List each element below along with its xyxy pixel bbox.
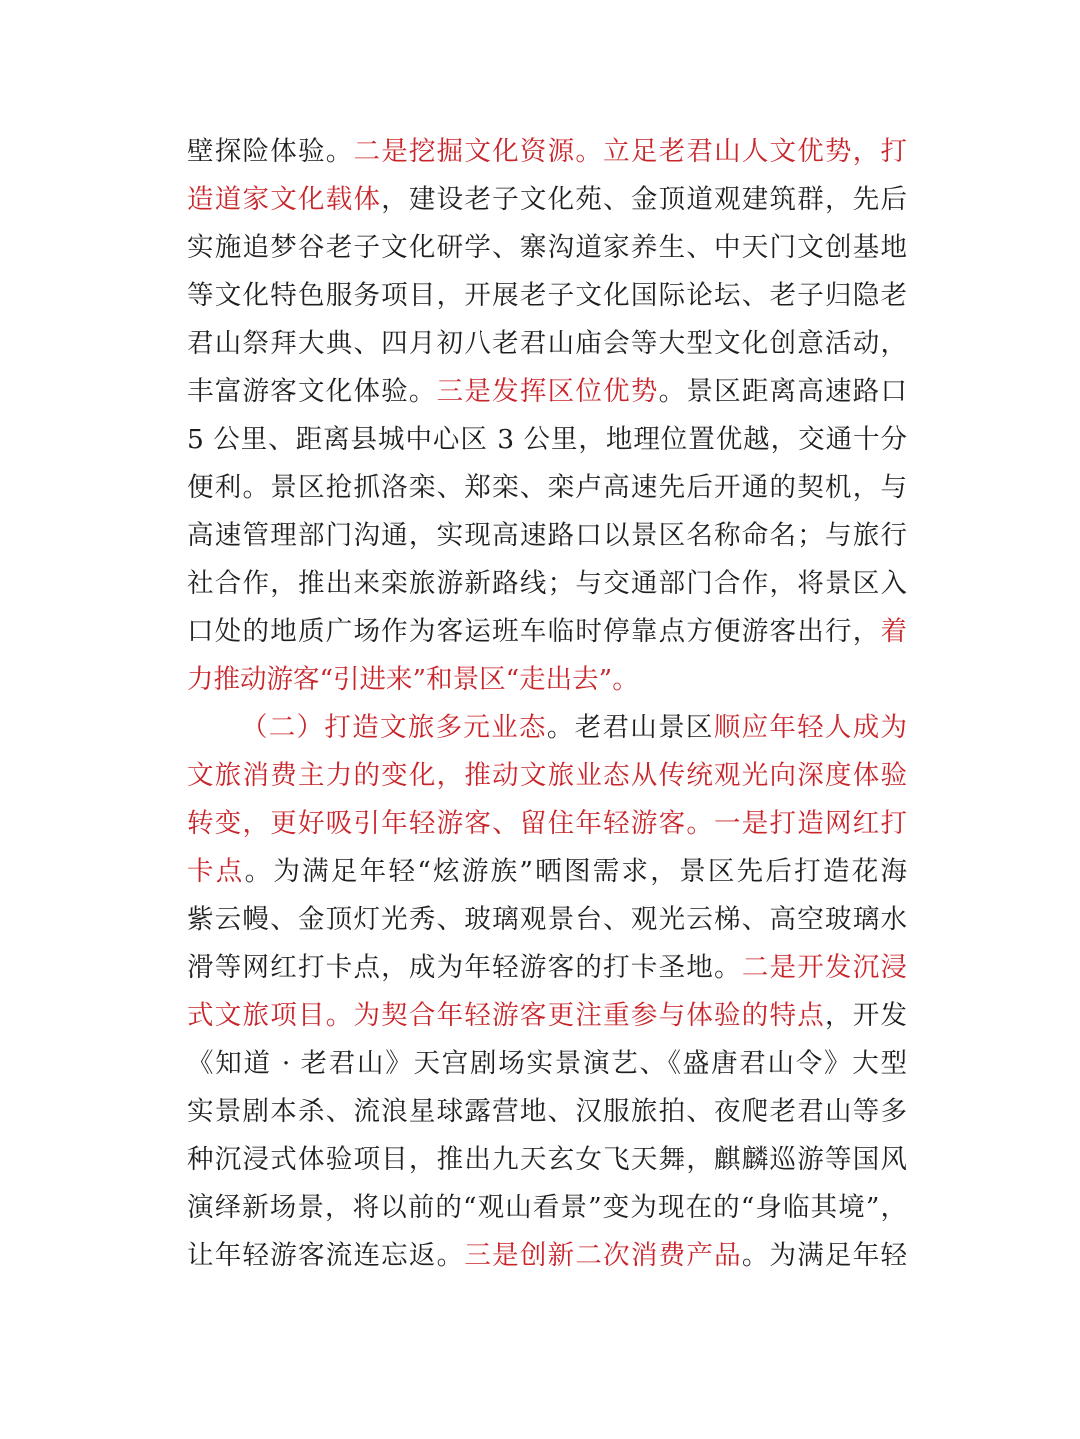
text-line — [187, 464, 907, 512]
text-line — [187, 896, 907, 944]
text-line — [187, 1232, 907, 1280]
text-line — [187, 992, 907, 1040]
body-text: 实施追梦谷老子文化研学、寨沟道家养生、中天门文创基地 — [187, 232, 907, 263]
text-line — [187, 1088, 907, 1136]
body-text: ，建设老子文化苑、金顶道观建筑群，先后 — [381, 184, 908, 215]
highlighted-text: 二是开发沉浸 — [741, 952, 908, 983]
body-text: 。为满足年轻“炫游族”晒图需求，景区先后打造花海 — [244, 856, 907, 887]
text-line — [187, 800, 907, 848]
text-line — [187, 944, 907, 992]
body-text: 滑等网红打卡点，成为年轻游客的打卡圣地。 — [187, 952, 742, 983]
text-line — [187, 368, 907, 416]
text-line — [187, 752, 907, 800]
text-line — [187, 848, 907, 896]
text-line — [187, 560, 907, 608]
highlighted-text: 着 — [880, 616, 907, 647]
highlighted-text: 造道家文化载体 — [187, 184, 382, 215]
text-line — [187, 608, 907, 656]
highlighted-text: 卡点 — [187, 856, 245, 887]
body-text: 等文化特色服务项目，开展老子文化国际论坛、老子归隐老 — [187, 280, 907, 311]
highlighted-text: 力推动游客“引进来”和景区“走出去”。 — [187, 664, 639, 695]
body-text: 实景剧本杀、流浪星球露营地、汉服旅拍、夜爬老君山等多 — [187, 1096, 907, 1127]
body-text: 社合作，推出来栾旅游新路线；与交通部门合作，将景区入 — [187, 568, 907, 599]
highlighted-text: （二）打造文旅多元业态 — [241, 712, 547, 743]
text-line — [187, 512, 907, 560]
body-text: 高速管理部门沟通，实现高速路口以景区名称命名；与旅行 — [187, 520, 907, 551]
highlighted-text: 二是挖掘文化资源。立足老君山人文优势，打 — [353, 136, 908, 167]
highlighted-text: 顺应年轻人成为 — [713, 712, 908, 743]
document-body — [187, 128, 907, 1280]
body-text: 让年轻游客流连忘返。 — [187, 1240, 465, 1271]
text-line — [187, 656, 907, 704]
text-line — [187, 1184, 907, 1232]
body-text: 。景区距离高速路口 — [658, 376, 908, 407]
text-line — [187, 1136, 907, 1184]
text-line — [187, 416, 907, 464]
body-text: 。老君山景区 — [546, 712, 714, 743]
body-text: 壁探险体验。 — [187, 136, 354, 167]
body-text: 5 公里、距离县城中心区 3 公里，地理位置优越，交通十分 — [187, 424, 907, 455]
body-text: 紫云幔、金顶灯光秀、玻璃观景台、观光云梯、高空玻璃水 — [187, 904, 907, 935]
body-text: 便利。景区抢抓洛栾、郑栾、栾卢高速先后开通的契机，与 — [187, 472, 907, 503]
text-line — [187, 176, 907, 224]
body-text: 演绎新场景，将以前的“观山看景”变为现在的“身临其境”， — [187, 1192, 907, 1223]
body-text: 种沉浸式体验项目，推出九天玄女飞天舞，麒麟巡游等国风 — [187, 1144, 907, 1175]
highlighted-text: 式文旅项目。为契合年轻游客更注重参与体验的特点 — [187, 1000, 826, 1031]
body-text: 丰富游客文化体验。 — [187, 376, 437, 407]
highlighted-text: 转变，更好吸引年轻游客、留住年轻游客。一是打造网红打 — [187, 808, 907, 839]
text-line — [187, 224, 907, 272]
text-line — [187, 320, 907, 368]
body-text: 。为满足年轻 — [741, 1240, 908, 1271]
body-text: 《知道 · 老君山》天宫剧场实景演艺、《盛唐君山令》大型 — [187, 1048, 907, 1079]
highlighted-text: 三是发挥区位优势 — [436, 376, 659, 407]
text-line — [187, 1040, 907, 1088]
body-text: 口处的地质广场作为客运班车临时停靠点方便游客出行， — [187, 616, 881, 647]
text-line — [187, 704, 907, 752]
text-line — [187, 128, 907, 176]
text-line — [187, 272, 907, 320]
highlighted-text: 文旅消费主力的变化，推动文旅业态从传统观光向深度体验 — [187, 760, 907, 791]
body-text: 君山祭拜大典、四月初八老君山庙会等大型文化创意活动， — [187, 328, 907, 359]
highlighted-text: 三是创新二次消费产品 — [464, 1240, 742, 1271]
body-text: ，开发 — [825, 1000, 908, 1031]
